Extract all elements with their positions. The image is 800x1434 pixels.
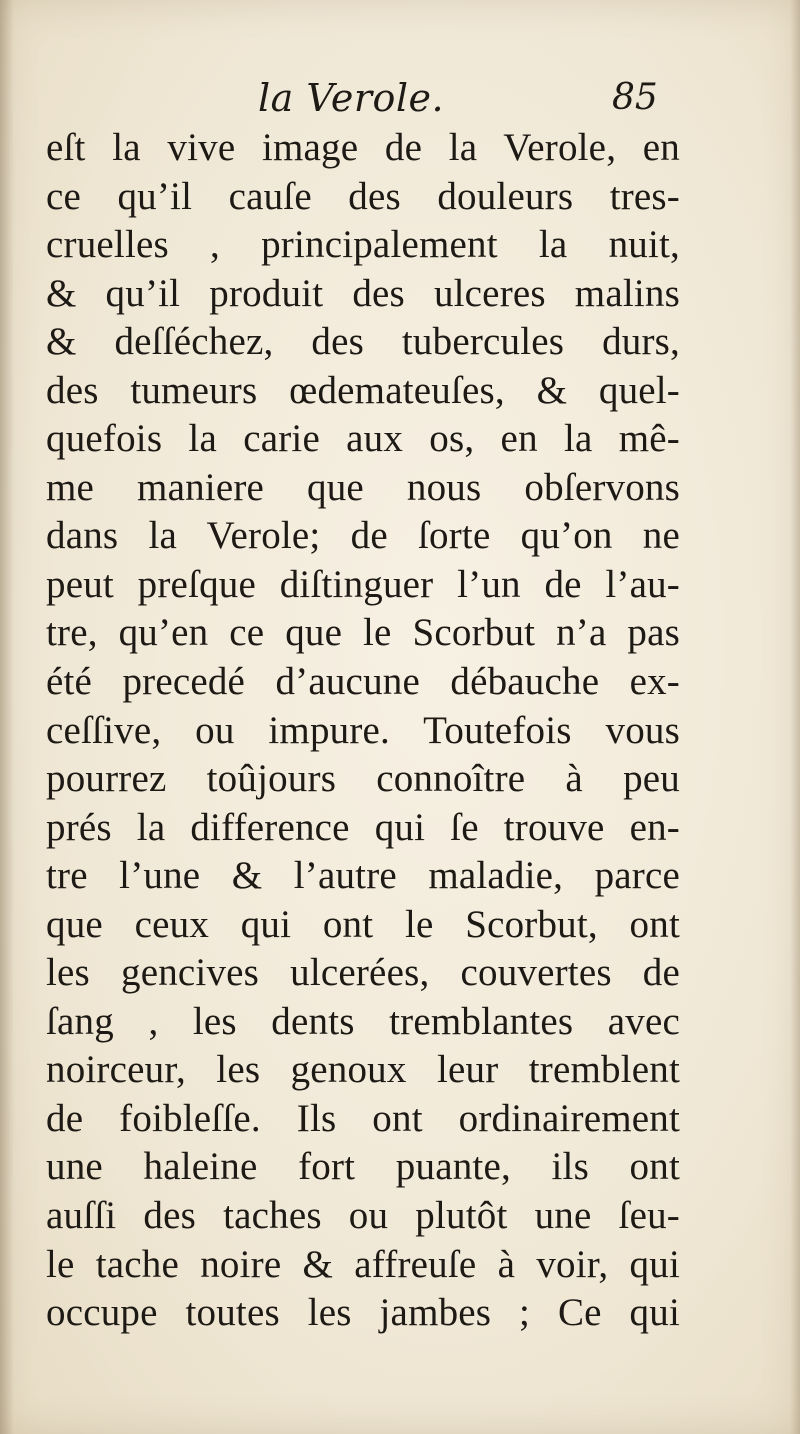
text-line: & qu’il produit des ulceres malins [46,271,680,315]
text-line: occupe toutes les jambes ; Ce qui [46,1291,680,1335]
page-number: 85 [612,77,658,118]
text-line: tre l’une & l’autre maladie, parce [46,854,680,898]
text-line: quefois la carie aux os, en la mê- [46,417,680,461]
text-line: peut preſque diſtinguer l’un de l’au- [46,562,680,606]
text-line: dans la Verole; de ſorte qu’on ne [46,514,680,558]
text-line: me maniere que nous obſervons [46,465,680,509]
running-head: la Verole. [258,76,445,120]
text-line: eſt la vive image de la Verole, en [46,126,680,169]
text-line: une haleine fort puante, ils ont [46,1145,680,1189]
text-line: & deſſéchez, des tubercules durs, [46,320,680,364]
text-line: que ceux qui ont le Scorbut, ont [46,902,680,946]
text-line: ceſſive, ou impure. Toutefois vous [46,708,680,752]
text-line: le tache noire & affreuſe à voir, qui [46,1242,680,1286]
text-line: été precedé d’aucune débauche ex- [46,660,680,704]
body-text [46,124,680,1338]
text-line: de foibleſſe. Ils ont ordinairement [46,1096,680,1140]
text-line: pourrez toûjours connoître à peu [46,757,680,801]
text-line: prés la difference qui ſe trouve en- [46,805,680,849]
text-line: ce qu’il cauſe des douleurs tres- [46,174,680,218]
text-line: les gencives ulcerées, couvertes de [46,951,680,995]
text-line: ſang , les dents tremblantes avec [46,999,680,1043]
text-line: des tumeurs œdemateuſes, & quel- [46,368,680,412]
text-line: auſſi des taches ou plutôt une ſeu- [46,1194,680,1238]
text-line: cruelles , principalement la nuit, [46,223,680,267]
text-line: noirceur, les genoux leur tremblent [46,1048,680,1092]
text-line: tre, qu’en ce que le Scorbut n’a pas [46,611,680,655]
page-header [0,72,800,124]
